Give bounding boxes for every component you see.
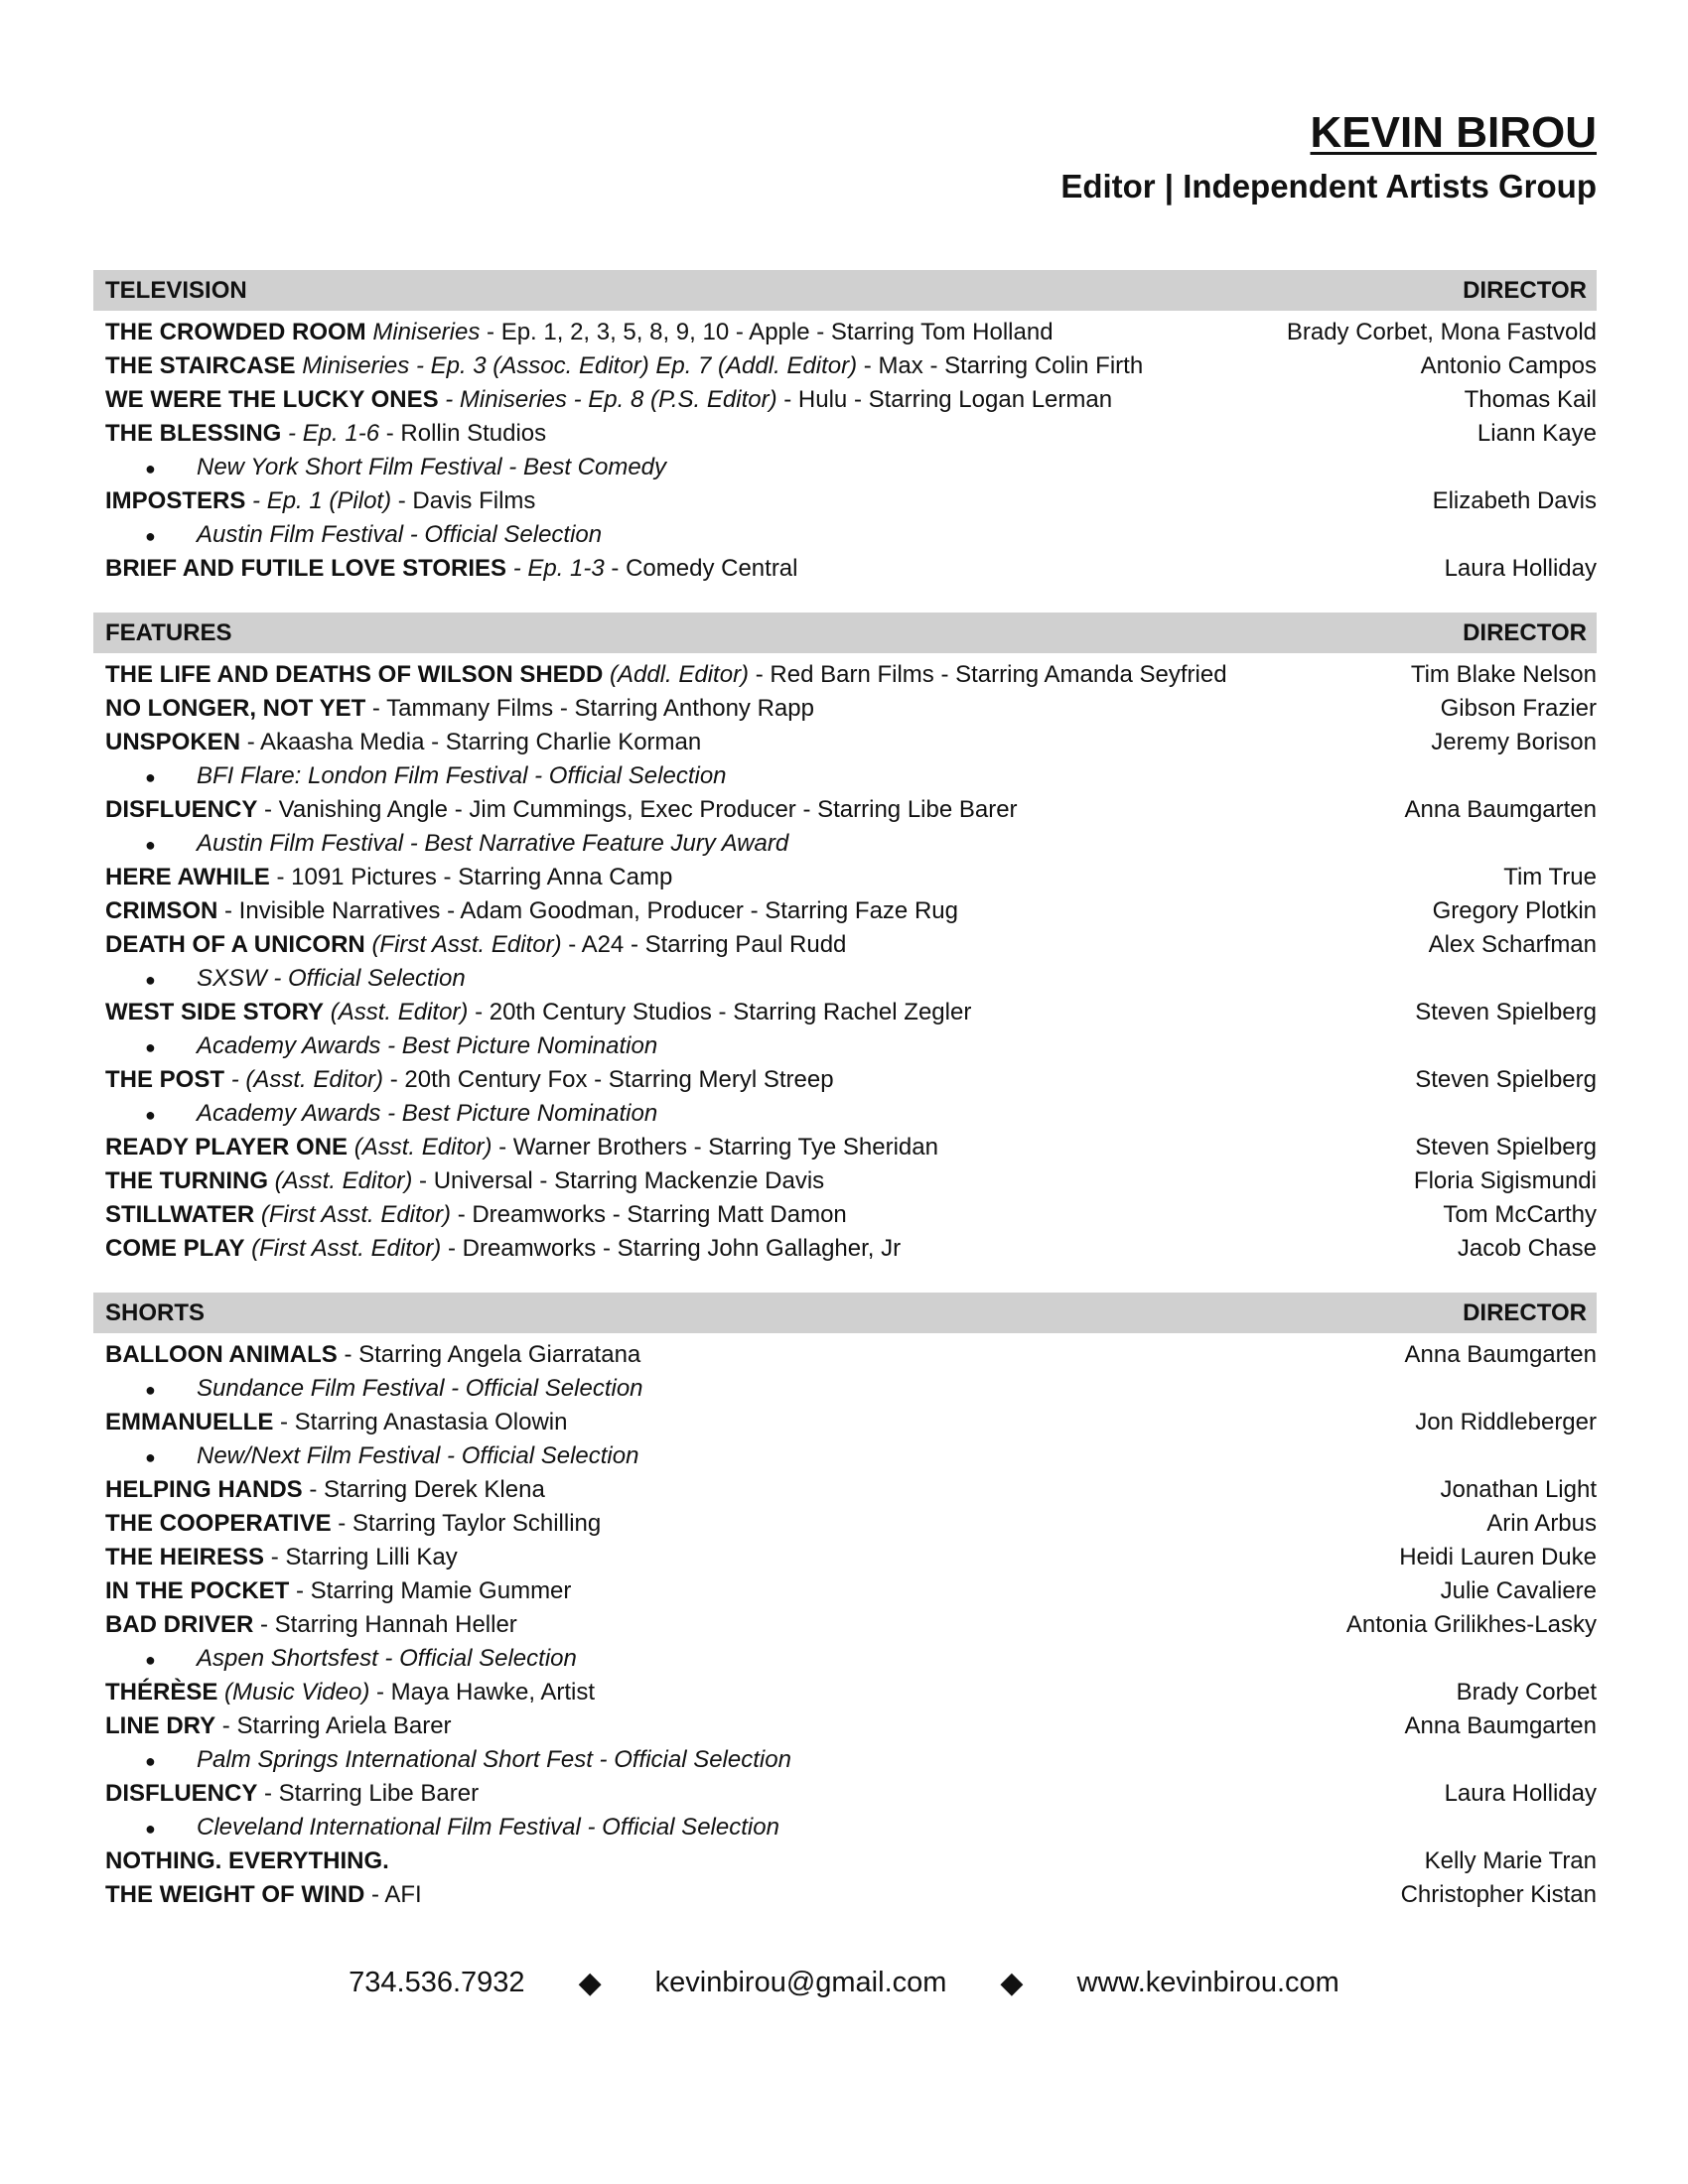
section-header [93,1293,1597,1333]
credit-title: CRIMSON [105,897,218,924]
credit-qualifier: Miniseries - Ep. 3 (Assoc. Editor) Ep. 7 (Addl. Editor) [302,352,858,379]
credit-row [93,894,1597,928]
credit-row [93,1473,1597,1507]
credit-details: - Starring Mamie Gummer [296,1577,572,1604]
credit-title: DISFLUENCY [105,1780,258,1807]
credit-description [105,1063,834,1097]
credit-title: EMMANUELLE [105,1409,274,1435]
award-line [145,962,466,996]
bullet-icon: ● [145,1751,156,1771]
director-name: Alex Scharfman [1428,931,1597,958]
award-text: Aspen Shortsfest - Official Selection [197,1645,577,1672]
credit-qualifier: Miniseries [372,319,481,345]
bullet-icon: ● [145,970,156,990]
credit-row [93,1878,1597,1912]
bullet-icon: ● [145,1380,156,1400]
credit-title: THE LIFE AND DEATHS OF WILSON SHEDD [105,661,604,688]
credit-details: - Starring Lilli Kay [270,1544,458,1570]
credit-description [105,383,1112,417]
credit-qualifier: - (Asst. Editor) [230,1066,384,1093]
award-note [93,1439,1597,1473]
credit-description [105,1338,640,1372]
award-line [145,1097,657,1131]
credit-title: NO LONGER, NOT YET [105,695,366,722]
credit-row [93,1338,1597,1372]
credit-title: DISFLUENCY [105,796,258,823]
credit-details: - Starring Libe Barer [264,1780,480,1807]
credit-description [105,996,971,1029]
award-note [93,518,1597,552]
award-text: BFI Flare: London Film Festival - Official Selection [197,762,727,789]
credit-row [93,1131,1597,1164]
credit-row [93,1844,1597,1878]
credit-description [105,1777,479,1811]
credit-details: - Invisible Narratives - Adam Goodman, Producer - Starring Faze Rug [224,897,958,924]
credit-description [105,726,701,759]
person-name: KEVIN BIROU [1310,108,1597,157]
credit-row [93,1676,1597,1709]
award-line [145,1439,638,1473]
award-line [145,1811,779,1844]
credit-description [105,1709,452,1743]
bullet-icon: ● [145,767,156,787]
director-name: Floria Sigismundi [1413,1167,1597,1194]
credit-title: THE COOPERATIVE [105,1510,332,1537]
credit-details: - Davis Films [397,487,536,514]
director-name: Thomas Kail [1464,386,1597,413]
credit-row [93,316,1597,349]
credit-title: LINE DRY [105,1712,216,1739]
award-note [93,1372,1597,1406]
credit-details: - Universal - Starring Mackenzie Davis [419,1167,825,1194]
credit-description [105,1164,824,1198]
credit-row [93,383,1597,417]
credit-qualifier: (Asst. Editor) [274,1167,413,1194]
credit-details: - Dreamworks - Starring Matt Damon [457,1201,847,1228]
credit-details: - Ep. 1, 2, 3, 5, 8, 9, 10 - Apple - Starring Tom Holland [487,319,1054,345]
director-name: Antonio Campos [1420,352,1597,379]
credit-row [93,996,1597,1029]
credit-description [105,692,814,726]
website-url: www.kevinbirou.com [1076,1967,1339,1998]
section-title: TELEVISION [105,276,247,304]
credit-row [93,1164,1597,1198]
credit-description [105,349,1143,383]
bullet-icon: ● [145,526,156,546]
credit-description [105,1198,847,1232]
director-name: Jon Riddleberger [1415,1409,1597,1435]
credit-row [93,1198,1597,1232]
bullet-icon: ● [145,1037,156,1057]
director-name: Brady Corbet [1456,1679,1597,1706]
director-name: Jonathan Light [1440,1476,1597,1503]
credit-title: NOTHING. EVERYTHING. [105,1847,389,1874]
credit-description [105,1878,422,1912]
resume-header [1060,107,1597,206]
credit-description [105,894,958,928]
credit-details: - Starring Derek Klena [309,1476,545,1503]
credit-title: HELPING HANDS [105,1476,303,1503]
director-name: Tom McCarthy [1443,1201,1597,1228]
director-name: Gregory Plotkin [1432,897,1597,924]
director-name: Tim True [1503,864,1597,890]
email-address: kevinbirou@gmail.com [654,1967,947,1998]
credit-title: WE WERE THE LUCKY ONES [105,386,439,413]
section-features [93,613,1597,1266]
section-shorts [93,1293,1597,1912]
credit-title: THE WEIGHT OF WIND [105,1881,365,1908]
director-name: Jacob Chase [1457,1235,1597,1262]
credit-title: THE POST [105,1066,225,1093]
credit-title: BAD DRIVER [105,1611,254,1638]
credit-qualifier: - Ep. 1-6 [288,420,380,447]
award-text: Palm Springs International Short Fest - Official Selection [197,1746,791,1773]
director-name: Arin Arbus [1486,1510,1597,1537]
credit-description [105,1406,567,1439]
credit-qualifier: - Ep. 1-3 [512,555,605,582]
credit-row [93,1608,1597,1642]
director-name: Anna Baumgarten [1404,796,1597,823]
credit-title: THE BLESSING [105,420,282,447]
section-header [93,613,1597,653]
award-note [93,1097,1597,1131]
credit-row [93,1574,1597,1608]
credit-title: WEST SIDE STORY [105,999,325,1025]
credit-title: DEATH OF A UNICORN [105,931,365,958]
credit-description [105,658,1227,692]
award-note [93,1743,1597,1777]
column-label: DIRECTOR [1463,276,1587,304]
bullet-icon: ● [145,459,156,478]
credit-row [93,349,1597,383]
diamond-separator-icon: ◆ [578,1967,602,1999]
director-name: Laura Holliday [1444,555,1597,582]
award-note [93,1811,1597,1844]
credit-details: - Tammany Films - Starring Anthony Rapp [371,695,814,722]
director-name: Steven Spielberg [1415,1066,1597,1093]
director-name: Elizabeth Davis [1432,487,1597,514]
award-line [145,759,727,793]
credit-row [93,692,1597,726]
credit-description [105,552,797,586]
credit-qualifier: (Music Video) [224,1679,370,1706]
director-name: Christopher Kistan [1400,1881,1597,1908]
contact-footer [0,1966,1688,2000]
award-text: Cleveland International Film Festival - Official Selection [197,1814,779,1841]
credit-title: IMPOSTERS [105,487,246,514]
director-name: Jeremy Borison [1431,729,1597,755]
credit-title: UNSPOKEN [105,729,241,755]
section-header [93,270,1597,311]
credit-qualifier: (Addl. Editor) [610,661,750,688]
award-text: Academy Awards - Best Picture Nomination [197,1100,658,1127]
credit-description [105,316,1054,349]
award-note [93,827,1597,861]
credit-details: - Starring Angela Giarratana [344,1341,641,1368]
award-text: New/Next Film Festival - Official Selection [197,1442,639,1469]
credit-description [105,1473,545,1507]
credit-title: COME PLAY [105,1235,245,1262]
credit-details: - Hulu - Starring Logan Lerman [783,386,1113,413]
credit-details: - Starring Hannah Heller [260,1611,517,1638]
credit-qualifier: - Ep. 1 (Pilot) [252,487,392,514]
credit-qualifier: - Miniseries - Ep. 8 (P.S. Editor) [445,386,777,413]
credit-row [93,658,1597,692]
credit-title: STILLWATER [105,1201,255,1228]
credit-row [93,1406,1597,1439]
credit-details: - A24 - Starring Paul Rudd [568,931,847,958]
credit-details: - Starring Anastasia Olowin [280,1409,568,1435]
column-label: DIRECTOR [1463,1298,1587,1326]
director-name: Steven Spielberg [1415,1134,1597,1160]
credit-details: - Dreamworks - Starring John Gallagher, Jr [447,1235,902,1262]
credit-details: - Max - Starring Colin Firth [863,352,1144,379]
credit-row [93,1232,1597,1266]
director-name: Antonia Grilikhes-Lasky [1345,1611,1597,1638]
credit-description [105,1608,517,1642]
credit-details: - 20th Century Studios - Starring Rachel Zegler [475,999,972,1025]
director-name: Tim Blake Nelson [1410,661,1597,688]
credit-title: READY PLAYER ONE [105,1134,349,1160]
director-name: Kelly Marie Tran [1424,1847,1597,1874]
award-text: New York Short Film Festival - Best Comedy [197,454,667,480]
credit-title: IN THE POCKET [105,1577,290,1604]
credit-row [93,726,1597,759]
award-note [93,962,1597,996]
credit-title: THE HEIRESS [105,1544,265,1570]
award-text: Austin Film Festival - Best Narrative Feature Jury Award [197,830,789,857]
column-label: DIRECTOR [1463,618,1587,646]
credit-title: BALLOON ANIMALS [105,1341,338,1368]
award-line [145,1372,643,1406]
credit-description [105,1507,601,1541]
director-name: Laura Holliday [1444,1780,1597,1807]
credit-title: BRIEF AND FUTILE LOVE STORIES [105,555,507,582]
bullet-icon: ● [145,835,156,855]
diamond-separator-icon: ◆ [1000,1967,1024,1999]
credit-details: - Maya Hawke, Artist [375,1679,596,1706]
credit-description [105,484,535,518]
director-name: Anna Baumgarten [1404,1341,1597,1368]
director-name: Gibson Frazier [1440,695,1597,722]
credit-description [105,1676,595,1709]
credit-description [105,417,546,451]
phone-number: 734.536.7932 [349,1967,525,1998]
section-title: SHORTS [105,1298,206,1326]
section-title: FEATURES [105,618,232,646]
credit-description [105,861,672,894]
credit-title: THE CROWDED ROOM [105,319,366,345]
award-text: SXSW - Official Selection [197,965,466,992]
credit-details: - 20th Century Fox - Starring Meryl Streep [389,1066,834,1093]
award-note [93,759,1597,793]
credit-qualifier: (Asst. Editor) [330,999,469,1025]
credit-details: - Red Barn Films - Starring Amanda Seyfried [755,661,1227,688]
credit-row [93,1507,1597,1541]
award-line [145,518,602,552]
credit-details: - Rollin Studios [385,420,547,447]
credit-row [93,1709,1597,1743]
director-name: Heidi Lauren Duke [1399,1544,1597,1570]
credit-row [93,1541,1597,1574]
award-line [145,827,788,861]
credit-row [93,928,1597,962]
credit-description [105,1232,901,1266]
award-text: Sundance Film Festival - Official Selection [197,1375,643,1402]
credit-details: - 1091 Pictures - Starring Anna Camp [276,864,673,890]
credit-details: - AFI [370,1881,422,1908]
credit-row [93,793,1597,827]
award-text: Academy Awards - Best Picture Nomination [197,1032,658,1059]
director-name: Julie Cavaliere [1440,1577,1597,1604]
credit-row [93,861,1597,894]
award-note [93,1642,1597,1676]
credit-qualifier: (First Asst. Editor) [371,931,562,958]
credit-details: - Comedy Central [611,555,798,582]
job-title: Editor | Independent Artists Group [1060,168,1597,205]
credit-description [105,1541,458,1574]
credit-qualifier: (First Asst. Editor) [260,1201,452,1228]
award-line [145,1743,791,1777]
credit-description [105,1844,389,1878]
award-line [145,451,666,484]
credit-row [93,484,1597,518]
credit-row [93,1777,1597,1811]
director-name: Liann Kaye [1477,420,1597,447]
credit-details: - Starring Ariela Barer [221,1712,452,1739]
director-name: Brady Corbet, Mona Fastvold [1286,319,1597,345]
director-name: Anna Baumgarten [1404,1712,1597,1739]
credit-qualifier: (Asst. Editor) [353,1134,492,1160]
bullet-icon: ● [145,1105,156,1125]
credit-description [105,793,1018,827]
credit-title: HERE AWHILE [105,864,270,890]
credit-description [105,1574,571,1608]
bullet-icon: ● [145,1650,156,1670]
award-text: Austin Film Festival - Official Selection [197,521,603,548]
bullet-icon: ● [145,1447,156,1467]
award-line [145,1642,577,1676]
award-line [145,1029,657,1063]
credit-details: - Akaasha Media - Starring Charlie Korman [246,729,702,755]
section-television [93,270,1597,586]
credit-title: THE TURNING [105,1167,268,1194]
credit-row [93,552,1597,586]
credit-description [105,1131,938,1164]
credit-row [93,417,1597,451]
director-name: Steven Spielberg [1415,999,1597,1025]
bullet-icon: ● [145,1819,156,1839]
credit-description [105,928,846,962]
credit-details: - Warner Brothers - Starring Tye Sheridan [498,1134,938,1160]
award-note [93,451,1597,484]
credit-qualifier: (First Asst. Editor) [251,1235,442,1262]
credit-details: - Starring Taylor Schilling [338,1510,602,1537]
credit-details: - Vanishing Angle - Jim Cummings, Exec Producer - Starring Libe Barer [264,796,1018,823]
credits-list [93,270,1597,1939]
credit-title: THE STAIRCASE [105,352,296,379]
credit-title: THÉRÈSE [105,1679,218,1706]
credit-row [93,1063,1597,1097]
award-note [93,1029,1597,1063]
